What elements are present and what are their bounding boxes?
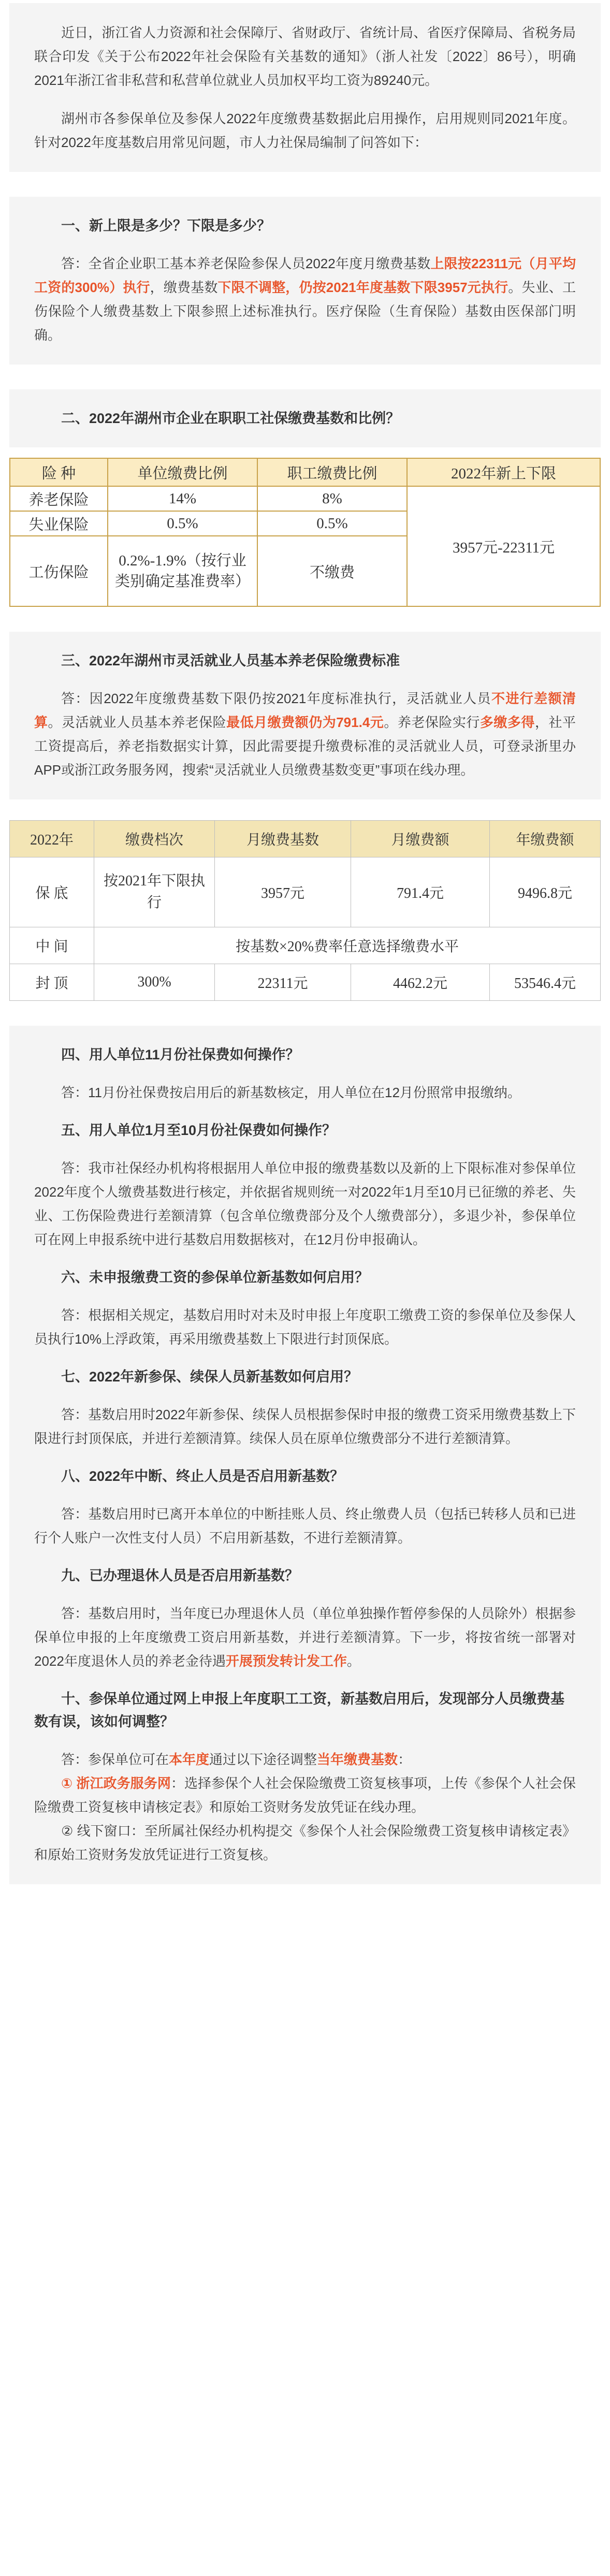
table-cell: 8% xyxy=(257,486,407,511)
header-cell: 险 种 xyxy=(10,458,108,486)
table-row xyxy=(10,964,601,1001)
s3-highlight-more: 多缴多得 xyxy=(480,715,535,730)
section-6-answer: 答：根据相关规定，基数启用时对未及时申报上年度职工缴费工资的参保单位及参保人员执行10%上浮政策，再采用缴费基数上下限进行封顶保底。 xyxy=(34,1307,576,1347)
s1-text-c: ，缴费基数 xyxy=(150,280,218,295)
table-cell: 300% xyxy=(94,964,215,1001)
table-cell: 4462.2元 xyxy=(351,964,490,1001)
faq-card xyxy=(9,1026,601,1884)
header-cell: 月缴费基数 xyxy=(215,821,351,857)
section-4-title: 四、用人单位11月份社保费如何操作？ xyxy=(61,1047,300,1063)
section-8-answer: 答：基数启用时已离开本单位的中断挂账人员、终止缴费人员（包括已转移人员和已进行个人账户一次性支付人员）不启用新基数，不进行差额清算。 xyxy=(34,1506,576,1546)
table-cell: 按2021年下限执行 xyxy=(94,857,215,927)
s9-text-c: 。 xyxy=(346,1653,360,1669)
header-cell: 2022年新上下限 xyxy=(407,458,600,486)
table-cell: 791.4元 xyxy=(351,857,490,927)
s3-text-e: 。养老保险实行 xyxy=(384,715,480,730)
section-10-answer xyxy=(34,1748,576,1771)
s1-highlight-lower: 下限不调整，仍按2021年度基数下限3957元执行 xyxy=(217,280,509,295)
table-row xyxy=(10,857,601,927)
range-cell: 3957元-22311元 xyxy=(407,486,600,606)
s1-text-a: 答：全省企业职工基本养老保险参保人员2022年度月缴费基数 xyxy=(61,256,431,271)
section-7-title: 七、2022年新参保、续保人员新基数如何启用？ xyxy=(61,1369,358,1385)
table-cell: 养老保险 xyxy=(10,486,108,511)
header-cell: 缴费档次 xyxy=(94,821,215,857)
table-cell: 不缴费 xyxy=(257,536,407,606)
s10-text-e: ： xyxy=(398,1752,412,1767)
section-1-answer xyxy=(34,252,576,347)
table-cell: 0.5% xyxy=(257,511,407,536)
header-cell: 月缴费额 xyxy=(351,821,490,857)
table-cell: 9496.8元 xyxy=(490,857,601,927)
s3-text-c: 。灵活就业人员基本养老保险 xyxy=(48,715,227,730)
section-5-answer: 答：我市社保经办机构将根据用人单位申报的缴费基数以及新的上下限标准对参保单位2022年度个人缴费基数进行核定，并依据省规则统一对2022年1月至10月已征缴的养老、失业、工伤保险费进行差额清算（包含单位缴费部分及个人缴费部分），多退少补，参保单位可在网上申报系统中进行基数启用数据核对，在12月份申报确认。 xyxy=(34,1160,576,1247)
table-cell: 按基数×20%费率任意选择缴费水平 xyxy=(94,927,601,964)
header-cell: 2022年 xyxy=(10,821,94,857)
section-3-title: 三、2022年湖州市灵活就业人员基本养老保险缴费标准 xyxy=(61,653,400,668)
s3-text-g: ，社平工资提高后，养老指数据实计算，因此需要提升缴费标准的灵活就业人员，可登录浙里办APP或浙江政务服务网，搜索“灵活就业人员缴费基数变更”事项在线办理。 xyxy=(34,715,576,778)
section-6-title: 六、未申报缴费工资的参保单位新基数如何启用？ xyxy=(61,1270,369,1285)
section-9-title: 九、已办理退休人员是否启用新基数？ xyxy=(61,1568,299,1583)
s3-highlight-min: 最低月缴费额仍为791.4元 xyxy=(226,715,384,730)
s3-text-a: 答：因2022年度缴费基数下限仍按2021年度标准执行，灵活就业人员 xyxy=(61,691,491,706)
s10-text-a: 答：参保单位可在 xyxy=(61,1752,169,1767)
section-2-card xyxy=(9,389,601,447)
table-cell: 中 间 xyxy=(10,927,94,964)
table-cell: 53546.4元 xyxy=(490,964,601,1001)
s3-highlight-no-settle: 不进行差额清算 xyxy=(34,691,576,730)
table-cell: 0.2%-1.9%（按行业类别确定基准费率） xyxy=(108,536,257,606)
s9-text-a: 答：基数启用时，当年度已办理退休人员（单位单独操作暂停参保的人员除外）根据参保单位申报的上年度缴费工资启用新基数，并进行差额清算。下一步，将按省统一部署对2022年度退休人员的养老金待遇 xyxy=(34,1606,576,1669)
section-9-answer xyxy=(34,1602,576,1673)
section-1-title: 一、新上限是多少？下限是多少？ xyxy=(61,218,271,234)
table-cell: 3957元 xyxy=(215,857,351,927)
section-8-title: 八、2022年中断、终止人员是否启用新基数？ xyxy=(61,1468,344,1484)
table-row xyxy=(10,927,601,964)
table-header-row xyxy=(10,458,600,486)
section-4-answer: 答：11月份社保费按启用后的新基数核定，用人单位在12月份照常申报缴纳。 xyxy=(61,1085,521,1100)
table-cell: 失业保险 xyxy=(10,511,108,536)
s10-highlight-year: 本年度 xyxy=(169,1752,210,1767)
s9-highlight: 开展预发转计发工作 xyxy=(225,1653,347,1669)
intro-paragraph-2: 湖州市各参保单位及参保人2022年度缴费基数据此启用操作，启用规则同2021年度。针对2022年度基数启用常见问题，市人力社保局编制了问答如下： xyxy=(34,111,576,150)
table-cell: 22311元 xyxy=(215,964,351,1001)
s10-highlight-base: 当年缴费基数 xyxy=(317,1752,398,1767)
section-10-option-2: ② 线下窗口：至所属社保经办机构提交《参保个人社会保险缴费工资复核申请核定表》和原始工资财务发放凭证进行工资复核。 xyxy=(34,1823,576,1862)
section-7-answer: 答：基数启用时2022年新参保、续保人员根据参保时申报的缴费工资采用缴费基数上下限进行封顶保底，并进行差额清算。续保人员在原单位缴费部分不进行差额清算。 xyxy=(34,1407,576,1446)
flexible-employment-table xyxy=(9,820,601,1001)
s10-text-c: 通过以下途径调整 xyxy=(209,1752,317,1767)
intro-card xyxy=(9,3,601,172)
section-3-answer xyxy=(34,687,576,782)
intro-paragraph-1: 近日，浙江省人力资源和社会保障厅、省财政厅、省统计局、省医疗保障局、省税务局联合印发《关于公布2022年社会保险有关基数的通知》（浙人社发〔2022〕86号），明确2021年浙江省非私营和私营单位就业人员加权平均工资为89240元。 xyxy=(34,25,576,88)
section-10-title: 十、参保单位通过网上申报上年度职工工资，新基数启用后，发现部分人员缴费基数有误，该如何调整？ xyxy=(34,1691,564,1729)
s1-text-e: 。失业、工伤保险个人缴费基数上下限参照上述标准执行。医疗保险（生育保险）基数由医保部门明确。 xyxy=(34,280,576,343)
section-10-option-1 xyxy=(34,1771,576,1819)
table-cell: 保 底 xyxy=(10,857,94,927)
table-header-row xyxy=(10,821,601,857)
section-1-card xyxy=(9,197,601,365)
section-3-card xyxy=(9,632,601,799)
s10-option-1-label: ① 浙江政务服务网 xyxy=(61,1775,171,1791)
table-cell: 14% xyxy=(108,486,257,511)
table-row xyxy=(10,486,600,511)
header-cell: 单位缴费比例 xyxy=(108,458,257,486)
section-5-title: 五、用人单位1月至10月份社保费如何操作？ xyxy=(61,1123,337,1138)
s1-highlight-upper: 上限按22311元（月平均工资的300%）执行 xyxy=(34,256,576,295)
s10-option-1-text: ：选择参保个人社会保险缴费工资复核事项，上传《参保个人社会保险缴费工资复核申请核定表》和原始工资财务发放凭证在线办理。 xyxy=(34,1775,576,1815)
header-cell: 年缴费额 xyxy=(490,821,601,857)
header-cell: 职工缴费比例 xyxy=(257,458,407,486)
table-cell: 封 顶 xyxy=(10,964,94,1001)
section-2-title: 二、2022年湖州市企业在职职工社保缴费基数和比例？ xyxy=(61,411,400,426)
employee-rate-table xyxy=(9,458,601,607)
table-cell: 工伤保险 xyxy=(10,536,108,606)
table-cell: 0.5% xyxy=(108,511,257,536)
